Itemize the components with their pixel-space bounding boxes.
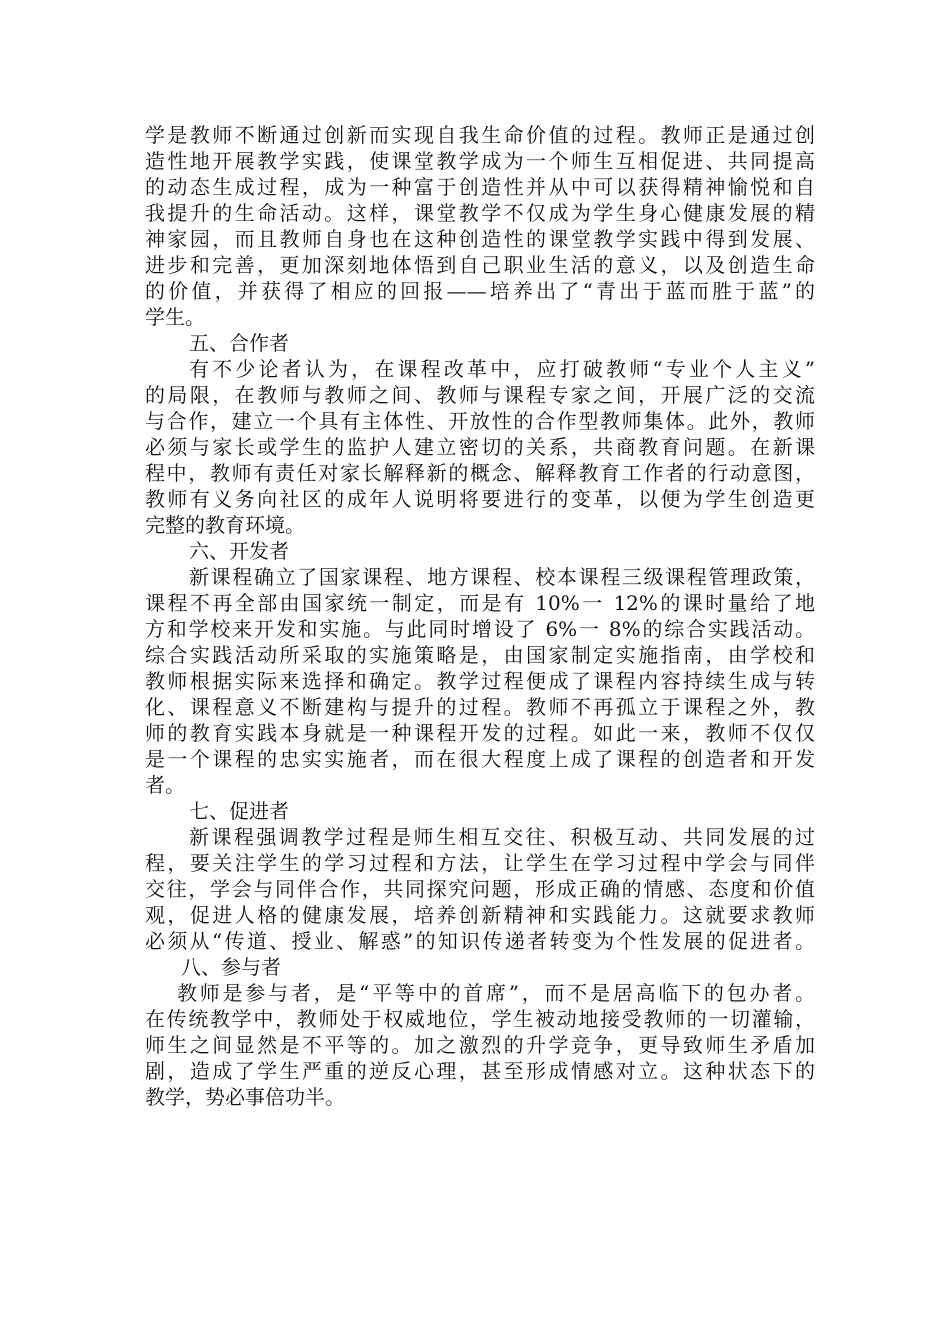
text-line: 我提升的生命活动。这样，课堂教学不仅成为学生身心健康发展的精 — [145, 201, 815, 225]
text-line: 剧，造成了学生严重的逆反心理，甚至形成情感对立。这种状态下的 — [145, 1059, 815, 1083]
section-heading: 六、开发者 — [189, 539, 289, 563]
text-line: 与合作，建立一个具有主体性、开放性的合作型教师集体。此外，教师 — [145, 409, 815, 433]
text-line: 者。 — [145, 773, 185, 797]
text-line: 化、课程意义不断建构与提升的过程。教师不再孤立于课程之外，教 — [145, 695, 815, 719]
text-line: 是一个课程的忠实实施者，而在很大程度上成了课程的创造者和开发 — [145, 747, 815, 771]
text-line: 交往，学会与同伴合作，共同探究问题，形成正确的情感、态度和价值 — [145, 877, 815, 901]
text-line: 教师根据实际来选择和确定。教学过程便成了课程内容持续生成与转 — [145, 669, 815, 693]
text-line: 新课程强调教学过程是师生相互交往、积极互动、共同发展的过 — [189, 825, 815, 849]
section-heading: 八、参与者 — [181, 955, 281, 979]
text-line: 进步和完善，更加深刻地体悟到自己职业生活的意义，以及创造生命 — [145, 253, 815, 277]
text-line: 必须从“传道、授业、解惑”的知识传递者转变为个性发展的促进者。 — [145, 929, 815, 953]
text-line: 的动态生成过程，成为一种富于创造性并从中可以获得精神愉悦和自 — [145, 175, 815, 199]
text-line: 在传统教学中，教师处于权威地位，学生被动地接受教师的一切灌输， — [145, 1007, 815, 1031]
text-line: 有不少论者认为，在课程改革中，应打破教师“专业个人主义” — [189, 357, 815, 381]
text-line: 程中，教师有责任对家长解释新的概念、解释教育工作者的行动意图， — [145, 461, 815, 485]
text-line: 师的教育实践本身就是一种课程开发的过程。如此一来，教师不仅仅 — [145, 721, 815, 745]
text-line: 的价值，并获得了相应的回报——培养出了“青出于蓝而胜于蓝”的 — [145, 279, 815, 303]
text-line: 必须与家长或学生的监护人建立密切的关系，共商教育问题。在新课 — [145, 435, 815, 459]
text-line: 观，促进人格的健康发展，培养创新精神和实践能力。这就要求教师 — [145, 903, 815, 927]
section-paragraph — [145, 564, 815, 798]
text-line: 的局限，在教师与教师之间、教师与课程专家之间，开展广泛的交流 — [145, 383, 815, 407]
section-paragraph — [145, 356, 815, 538]
text-line: 新课程确立了国家课程、地方课程、校本课程三级课程管理政策， — [189, 565, 815, 589]
text-line: 完整的教育环境。 — [145, 513, 305, 537]
document-body — [145, 122, 815, 1110]
text-line: 方和学校来开发和实施。与此同时增设了 6%一 8%的综合实践活动。 — [145, 617, 815, 641]
text-line: 学是教师不断通过创新而实现自我生命价值的过程。教师正是通过创 — [145, 123, 815, 147]
section-heading: 七、促进者 — [189, 799, 289, 823]
text-line: 造性地开展教学实践，使课堂教学成为一个师生互相促进、共同提高 — [145, 149, 815, 173]
text-line: 学生。 — [145, 305, 205, 329]
text-line: 综合实践活动所采取的实施策略是，由国家制定实施指南，由学校和 — [145, 643, 815, 667]
text-line: 教师是参与者，是“平等中的首席”，而不是居高临下的包办者。 — [177, 981, 815, 1005]
text-line: 课程不再全部由国家统一制定，而是有 10%一 12%的课时量给了地 — [145, 591, 815, 615]
text-line: 程，要关注学生的学习过程和方法，让学生在学习过程中学会与同伴 — [145, 851, 815, 875]
section-paragraph — [145, 980, 815, 1110]
continuation-paragraph — [145, 122, 815, 330]
text-line: 神家园，而且教师自身也在这种创造性的课堂教学实践中得到发展、 — [145, 227, 815, 251]
section-heading: 五、合作者 — [189, 331, 289, 355]
section-paragraph — [145, 824, 815, 954]
text-line: 教师有义务向社区的成年人说明将要进行的变革，以便为学生创造更 — [145, 487, 815, 511]
text-line: 师生之间显然是不平等的。加之激烈的升学竞争，更导致师生矛盾加 — [145, 1033, 815, 1057]
text-line: 教学，势必事倍功半。 — [145, 1085, 345, 1109]
